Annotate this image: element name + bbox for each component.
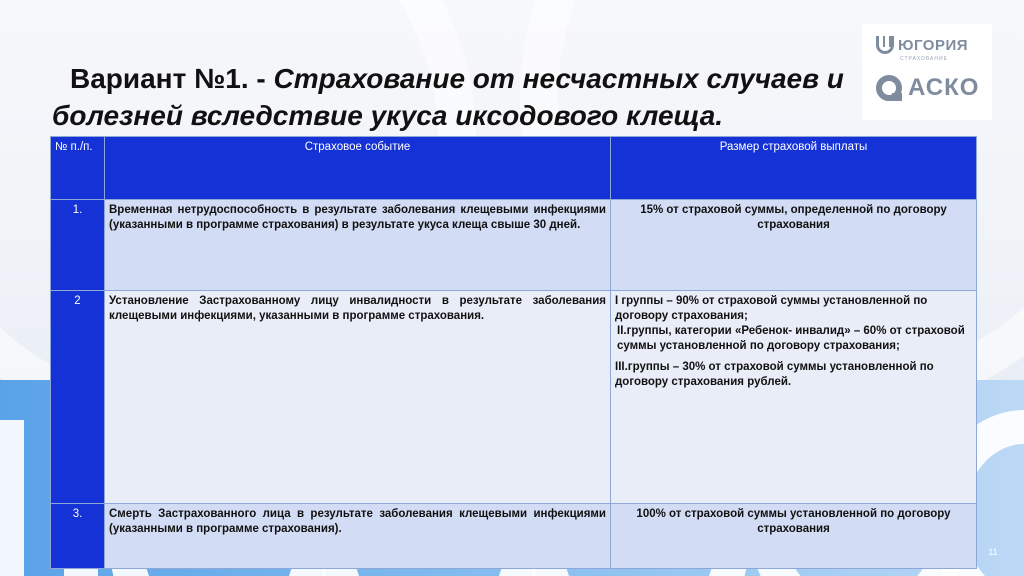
page-number: 11 (988, 547, 998, 557)
row-number: 3. (51, 504, 105, 569)
asko-logo-icon (876, 75, 902, 101)
title-prefix: Вариант №1. - (70, 63, 274, 94)
ugoria-logo-text: ЮГОРИЯ (898, 36, 969, 54)
title-italic: Страхование от несчастных случаев и (273, 63, 844, 94)
payout-line: I группы – 90% от страховой суммы установленной по договору страхования; (615, 295, 928, 322)
row-number: 1. (51, 200, 105, 291)
ugoria-logo (876, 34, 968, 56)
header-payout: Размер страховой выплаты (611, 137, 977, 200)
row-number: 2 (51, 291, 105, 504)
payout-line: 15% от страховой суммы, определенной по договору страхования (640, 204, 947, 231)
ugoria-logo-subtitle: СТРАХОВАНИЕ (900, 56, 948, 62)
row-payout (611, 200, 977, 291)
insurance-table (50, 136, 977, 569)
payout-line: III.группы – 30% от страховой суммы установленной по договору страхования рублей. (615, 361, 934, 388)
row-event: Смерть Застрахованного лица в результате заболевания клещевыми инфекциями (указанными в программе страхования). (105, 504, 611, 569)
title-line2: болезней вследствие укуса иксодового клеща. (52, 100, 724, 131)
logo-box (862, 24, 992, 120)
payout-line: 100% от страховой суммы установленной по договору страхования (636, 508, 951, 535)
table-row (51, 200, 977, 291)
row-payout (611, 291, 977, 504)
table-row (51, 291, 977, 504)
row-event: Установление Застрахованному лицу инвалидности в результате заболевания клещевыми инфекциями, указанными в программе страхования. (105, 291, 611, 504)
asko-logo-text: АСКО (908, 74, 980, 101)
table-header-row (51, 137, 977, 200)
slide-title (52, 60, 852, 134)
header-number: № п./п. (51, 137, 105, 200)
ugoria-logo-icon (876, 36, 894, 54)
row-payout (611, 504, 977, 569)
row-event: Временная нетрудоспособность в результате заболевания клещевыми инфекциями (указанными в программе страхования) в результате укуса клеща свыше 30 дней. (105, 200, 611, 291)
table-row (51, 504, 977, 569)
header-event: Страховое событие (105, 137, 611, 200)
payout-line: II.группы, категории «Ребенок- инвалид» – 60% от страховой суммы установленной по договору страхования; (617, 325, 965, 352)
asko-logo (876, 74, 979, 102)
